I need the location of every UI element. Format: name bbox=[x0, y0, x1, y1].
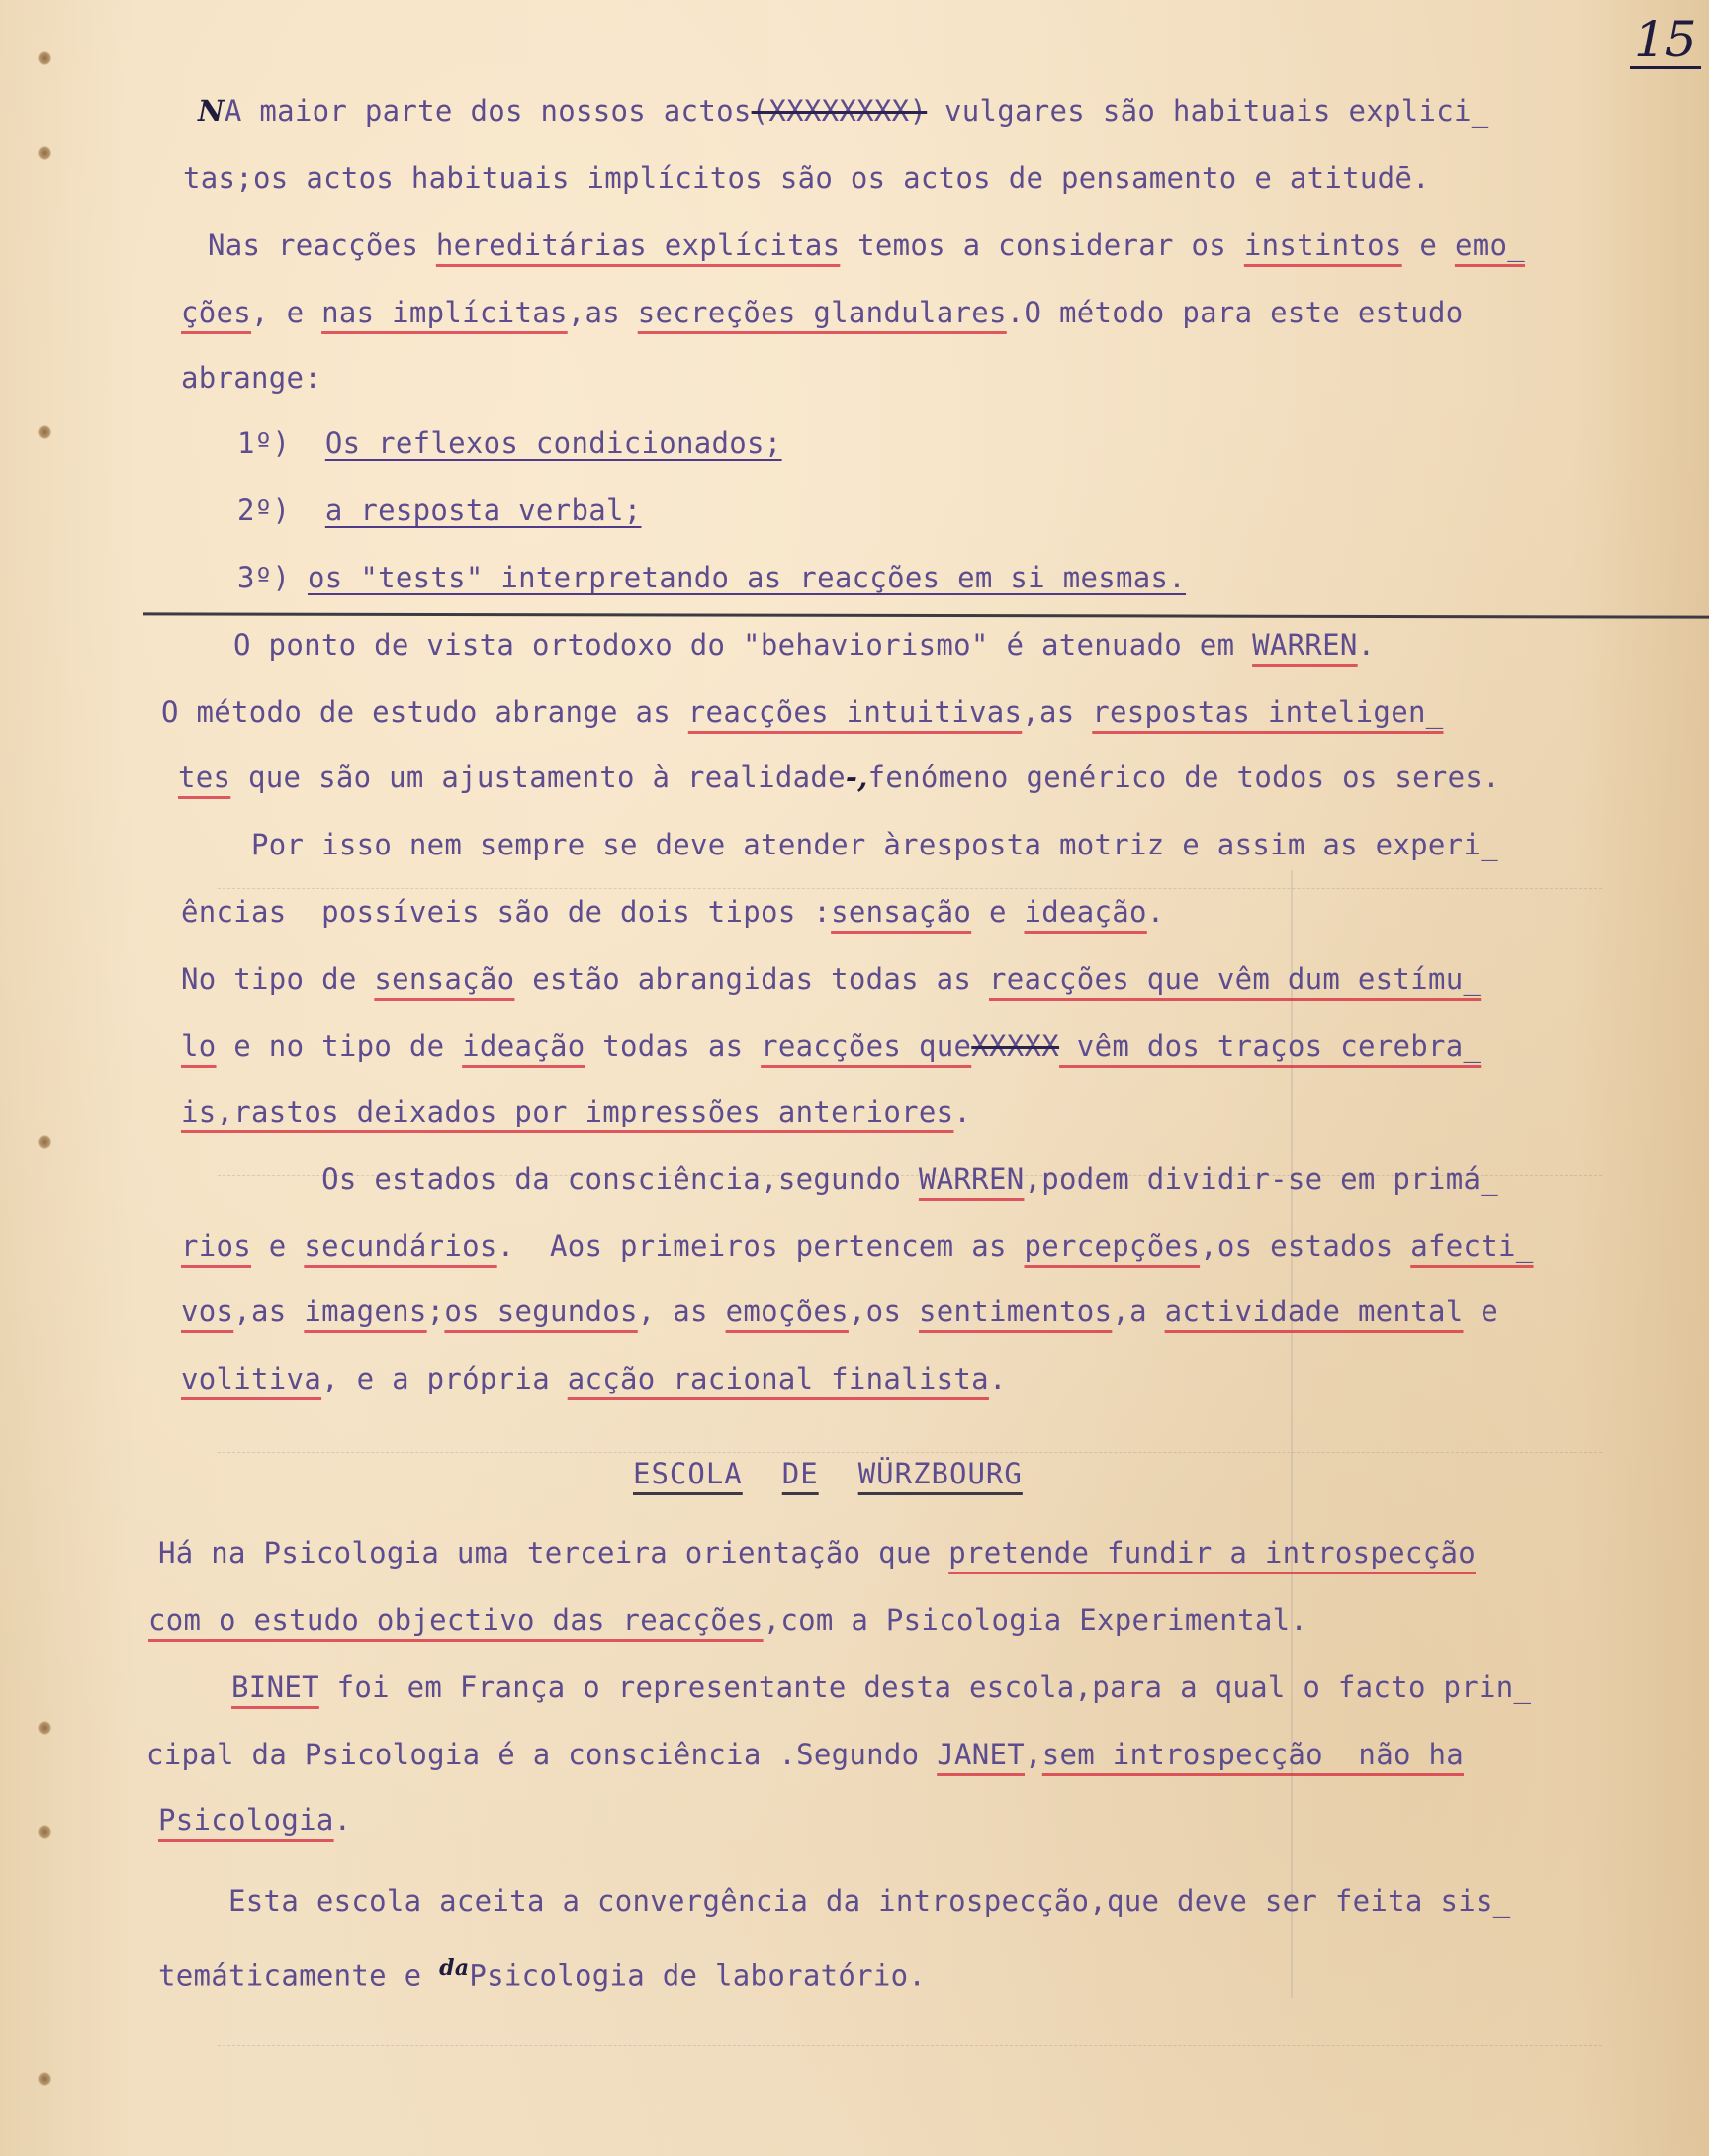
text: .O método para este estudo bbox=[1006, 296, 1464, 329]
text: O ponto de vista ortodoxo do "behaviorismo" é atenuado em bbox=[163, 628, 1253, 662]
text: . bbox=[333, 1803, 352, 1837]
underlined-text: imagens bbox=[304, 1295, 427, 1328]
method-text: a resposta verbal; bbox=[324, 494, 642, 527]
method-item-2 bbox=[237, 491, 641, 530]
underlined-text: afecti_ bbox=[1410, 1229, 1534, 1263]
handwritten-mark: -, bbox=[845, 761, 868, 794]
underlined-text: pretende fundir a introspecção bbox=[948, 1536, 1476, 1570]
faint-handwriting bbox=[218, 860, 1602, 889]
text: e bbox=[1463, 1295, 1499, 1328]
text bbox=[161, 1670, 231, 1704]
underlined-text: ções bbox=[181, 296, 252, 329]
underlined-text: ideação bbox=[1024, 895, 1147, 929]
text: ,as bbox=[1022, 695, 1093, 729]
text: O método de estudo abrange as bbox=[161, 695, 688, 729]
paragraph-2-line-1 bbox=[208, 225, 1525, 265]
paragraph-8-line-1: Esta escola aceita a convergência da introspecção,que deve ser feita sis_ bbox=[158, 1884, 1511, 1918]
punch-hole bbox=[38, 1721, 51, 1735]
underlined-text: vêm dos traços cerebra_ bbox=[1059, 1030, 1482, 1063]
underlined-text: hereditárias explícitas bbox=[435, 228, 841, 262]
underlined-text: os segundos bbox=[444, 1295, 638, 1328]
text: Há na Psicologia uma terceira orientação que bbox=[158, 1536, 949, 1570]
text: vulgares são habituais explici_ bbox=[927, 94, 1489, 128]
faint-handwriting bbox=[218, 2018, 1602, 2046]
underlined-text: sensação bbox=[374, 962, 515, 996]
paragraph-4-line-3 bbox=[181, 959, 1481, 999]
text: foi em França o representante desta escola,para a qual o facto prin_ bbox=[318, 1670, 1532, 1704]
text: e bbox=[971, 895, 1025, 929]
paragraph-5-line-1 bbox=[181, 1159, 1498, 1199]
underlined-text: is,rastos deixados por impressões anteriores bbox=[181, 1095, 954, 1128]
text: e no tipo de bbox=[216, 1030, 463, 1063]
handwritten-mark: N bbox=[198, 94, 225, 128]
underlined-text: acção racional finalista bbox=[567, 1362, 989, 1395]
text: . bbox=[953, 1095, 972, 1128]
underlined-text: sensação bbox=[831, 895, 972, 929]
paragraph-2-line-3: abrange: bbox=[181, 361, 322, 395]
paragraph-3-line-1 bbox=[163, 625, 1375, 665]
punch-hole bbox=[38, 1135, 51, 1149]
text: ; bbox=[426, 1295, 445, 1328]
text: que são um ajustamento à realidade bbox=[230, 761, 846, 794]
paragraph-3-line-2 bbox=[161, 692, 1443, 732]
underlined-text: rios bbox=[181, 1229, 252, 1263]
paragraph-1-line-1 bbox=[198, 91, 1489, 131]
text: . bbox=[1357, 628, 1376, 662]
punch-hole bbox=[38, 425, 51, 439]
paragraph-3-line-3 bbox=[178, 758, 1500, 797]
paragraph-4-line-5 bbox=[181, 1092, 971, 1131]
text: Nas reacções bbox=[208, 228, 436, 262]
underlined-text: reacções intuitivas bbox=[687, 695, 1023, 729]
paragraph-5-line-2 bbox=[181, 1226, 1534, 1266]
paragraph-7-line-2 bbox=[146, 1735, 1464, 1774]
paragraph-6-line-1 bbox=[158, 1533, 1476, 1572]
text: ,os estados bbox=[1200, 1229, 1411, 1263]
underlined-text: secreções glandulares bbox=[637, 296, 1007, 329]
underlined-name: WARREN bbox=[1252, 628, 1358, 662]
struck-out-text: (XXXXXXXX) bbox=[751, 94, 928, 128]
underlined-text: reacções que vêm dum estímu_ bbox=[988, 962, 1482, 996]
text: . bbox=[1146, 895, 1165, 929]
text: ,podem dividir-se em primá_ bbox=[1024, 1162, 1498, 1196]
underlined-text: sentimentos bbox=[918, 1295, 1113, 1328]
punch-hole bbox=[38, 2072, 51, 2086]
text: , e bbox=[251, 296, 322, 329]
underlined-name: JANET bbox=[937, 1738, 1025, 1771]
method-text: Os reflexos condicionados; bbox=[324, 426, 782, 460]
underlined-text: emoções bbox=[725, 1295, 849, 1328]
punch-hole bbox=[38, 51, 51, 65]
text: fenómeno genérico de todos os seres. bbox=[867, 761, 1500, 794]
text: ências possíveis são de dois tipos : bbox=[181, 895, 832, 929]
punch-hole bbox=[38, 146, 51, 160]
paragraph-6-line-2 bbox=[148, 1600, 1307, 1640]
text: ,a bbox=[1112, 1295, 1165, 1328]
page-number: 15 bbox=[1630, 14, 1701, 69]
text: todas as bbox=[585, 1030, 762, 1063]
underlined-text: Psicologia bbox=[158, 1803, 334, 1837]
text: ,com a Psicologia Experimental. bbox=[763, 1603, 1308, 1637]
method-text: os "tests" interpretando as reacções em si mesmas. bbox=[308, 561, 1187, 594]
paragraph-4-line-1: Por isso nem sempre se deve atender àresposta motriz e assim as experi_ bbox=[181, 828, 1498, 861]
horizontal-divider bbox=[143, 612, 1709, 618]
text: , as bbox=[637, 1295, 726, 1328]
underlined-text: respostas inteligen_ bbox=[1092, 695, 1444, 729]
section-heading bbox=[633, 1454, 1023, 1493]
underlined-name: WARREN bbox=[918, 1162, 1025, 1196]
paragraph-1-line-2: tas;os actos habituais implícitos são os actos de pensamento e atitudē. bbox=[183, 161, 1430, 195]
method-number: 1º) bbox=[237, 426, 291, 460]
underlined-text: actividade mental bbox=[1164, 1295, 1464, 1328]
method-number: 3º) bbox=[237, 561, 291, 594]
text: Os estados da consciência,segundo bbox=[181, 1162, 919, 1196]
heading-word: ESCOLA bbox=[633, 1457, 743, 1490]
struck-out-text: XXXXX bbox=[971, 1030, 1060, 1063]
underlined-text: com o estudo objectivo das reacções bbox=[148, 1603, 764, 1637]
text: cipal da Psicologia é a consciência .Segundo bbox=[146, 1738, 938, 1771]
paragraph-4-line-4 bbox=[181, 1027, 1481, 1066]
underlined-text: sem introspecção não ha bbox=[1041, 1738, 1464, 1771]
handwritten-insertion: da bbox=[439, 1955, 470, 1981]
method-item-3 bbox=[237, 558, 1186, 597]
text: e bbox=[1401, 228, 1455, 262]
underlined-text: percepções bbox=[1024, 1229, 1201, 1263]
underlined-text: instintos bbox=[1243, 228, 1402, 262]
text: estão abrangidas todas as bbox=[514, 962, 989, 996]
text: e bbox=[251, 1229, 305, 1263]
heading-word: DE bbox=[781, 1457, 819, 1490]
paragraph-8-line-2 bbox=[158, 1948, 926, 1996]
paragraph-5-line-3 bbox=[181, 1292, 1498, 1331]
text: , e a própria bbox=[321, 1362, 568, 1395]
text: No tipo de bbox=[181, 962, 375, 996]
method-item-1 bbox=[237, 423, 782, 463]
underlined-text: lo bbox=[181, 1030, 217, 1063]
text: Psicologia de laboratório. bbox=[469, 1958, 927, 1993]
method-number: 2º) bbox=[237, 494, 291, 527]
text: ,as bbox=[567, 296, 638, 329]
text: temáticamente e bbox=[158, 1958, 440, 1993]
text: temos a considerar os bbox=[840, 228, 1244, 262]
underlined-text: tes bbox=[178, 761, 231, 794]
paragraph-5-line-4 bbox=[181, 1359, 1007, 1398]
text: A maior parte dos nossos actos bbox=[224, 94, 752, 128]
text: , bbox=[1025, 1738, 1042, 1771]
heading-word: WÜRZBOURG bbox=[857, 1457, 1023, 1490]
paragraph-7-line-3 bbox=[158, 1800, 351, 1840]
paragraph-2-line-2 bbox=[181, 293, 1463, 332]
underlined-text: reacções que bbox=[761, 1030, 972, 1063]
punch-hole bbox=[38, 1825, 51, 1839]
underlined-text: vos bbox=[181, 1295, 234, 1328]
underlined-text: secundários bbox=[304, 1229, 497, 1263]
underlined-text: nas implícitas bbox=[321, 296, 568, 329]
text: . Aos primeiros pertencem as bbox=[496, 1229, 1025, 1263]
underlined-text: volitiva bbox=[181, 1362, 322, 1395]
text: . bbox=[988, 1362, 1007, 1395]
underlined-name: BINET bbox=[231, 1670, 319, 1704]
underlined-text: ideação bbox=[462, 1030, 585, 1063]
faint-handwriting bbox=[218, 1424, 1602, 1453]
text: ,os bbox=[848, 1295, 919, 1328]
text: ,as bbox=[233, 1295, 305, 1328]
paragraph-7-line-1 bbox=[161, 1667, 1531, 1707]
paragraph-4-line-2 bbox=[181, 892, 1165, 932]
underlined-text: emo_ bbox=[1454, 228, 1525, 262]
